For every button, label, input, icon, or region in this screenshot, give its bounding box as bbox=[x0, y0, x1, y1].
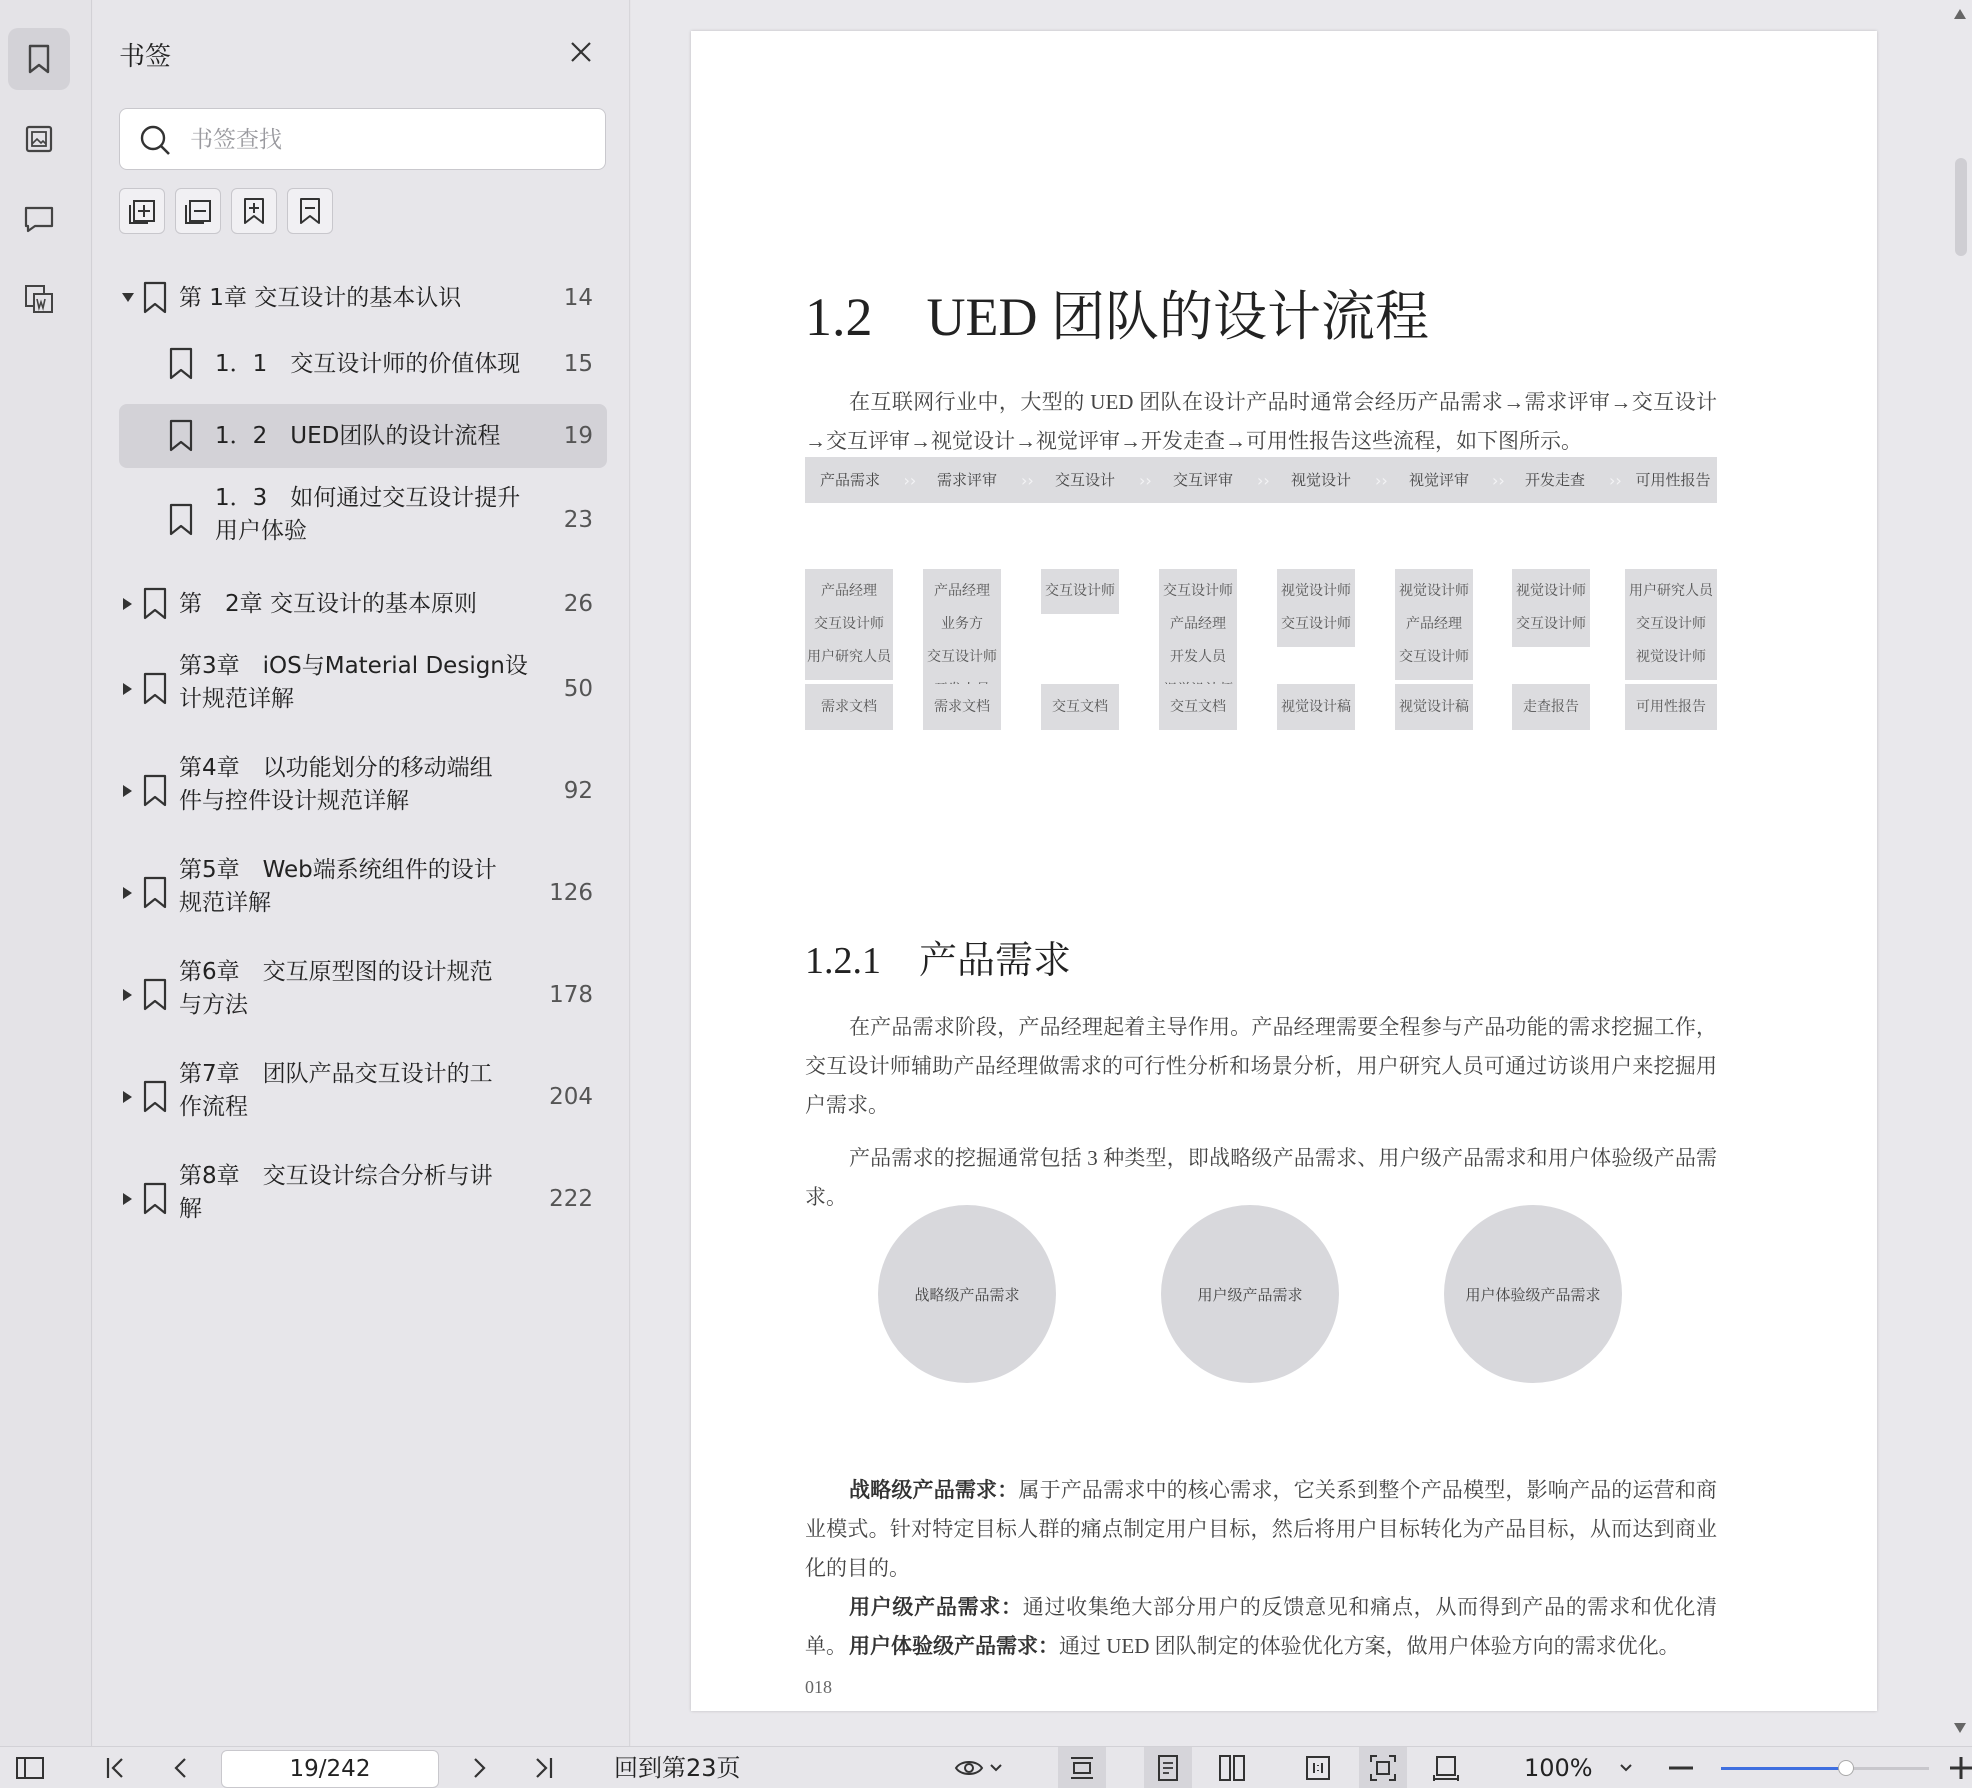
flow-role: 产品经理 bbox=[1170, 616, 1226, 632]
flow-stage: 视觉设计 bbox=[1290, 471, 1351, 489]
remove-bookmark-button[interactable] bbox=[287, 188, 333, 234]
flow-output: 视觉设计稿 bbox=[1395, 684, 1473, 730]
zoom-slider-handle[interactable] bbox=[1838, 1760, 1854, 1776]
bookmark-page-number: 126 bbox=[549, 880, 593, 906]
bookmark-icon bbox=[141, 1182, 169, 1220]
flow-stage: 可用性报告 bbox=[1635, 471, 1711, 489]
definition-2-term: 用户级产品需求： bbox=[849, 1595, 1023, 1619]
flow-role: 产品经理 bbox=[821, 583, 877, 599]
single-page-icon bbox=[1156, 1754, 1180, 1782]
bookmark-label: 1．2 UED团队的设计流程 bbox=[215, 422, 501, 449]
intro-paragraph: 在互联网行业中，大型的 UED 团队在设计产品时通常会经历产品需求→需求评审→交互设计→交互评审→视觉设计→视觉评审→开发走查→可用性报告这些流程，如下图所示。 bbox=[805, 390, 1717, 453]
bookmark-icon bbox=[141, 1080, 169, 1118]
zoom-level-text: 100% bbox=[1524, 1754, 1593, 1782]
first-page-icon bbox=[104, 1756, 126, 1780]
actual-size-icon bbox=[1304, 1754, 1332, 1782]
section-heading: 1.2 UED 团队的设计流程 bbox=[805, 287, 1429, 347]
flow-role: 交互设计师 bbox=[1399, 649, 1469, 665]
flow-stage-bar bbox=[805, 457, 1717, 503]
flow-stage: 交互评审 bbox=[1172, 471, 1233, 489]
flow-arrow: ›› bbox=[1609, 471, 1622, 490]
two-page-icon bbox=[1218, 1754, 1246, 1782]
chevron-down-icon bbox=[990, 1764, 1002, 1772]
next-page-button[interactable] bbox=[465, 1747, 495, 1788]
document-page bbox=[691, 31, 1877, 1711]
bookmark-page-number: 26 bbox=[563, 591, 593, 617]
definition-1 bbox=[805, 1471, 1717, 1588]
bookmark-label: 第5章 Web端系统组件的设计 规范详解 bbox=[179, 857, 497, 916]
bookmark-label: 第6章 交互原型图的设计规范 与方法 bbox=[179, 959, 493, 1018]
flow-arrow: ›› bbox=[1375, 471, 1388, 490]
bookmark-search-input[interactable] bbox=[190, 121, 590, 159]
bookmark-page-number: 19 bbox=[563, 423, 593, 449]
zoom-dropdown-arrow[interactable] bbox=[1614, 1747, 1638, 1788]
bookmark-label: 1．3 如何通过交互设计提升 用户体验 bbox=[215, 485, 521, 544]
flow-arrow: ›› bbox=[1021, 471, 1034, 490]
chevron-right-icon[interactable] bbox=[121, 886, 135, 900]
flow-role: 视觉设计师 bbox=[1281, 583, 1351, 599]
bookmark-icon bbox=[141, 672, 169, 710]
bookmark-page-number: 23 bbox=[563, 507, 593, 533]
flow-role: 交互设计师 bbox=[1636, 616, 1706, 632]
bookmark-icon bbox=[25, 43, 53, 75]
flow-stage: 需求评审 bbox=[936, 471, 997, 489]
fit-width-button[interactable] bbox=[1422, 1747, 1470, 1788]
bookmark-icon bbox=[141, 876, 169, 914]
flow-arrow: ›› bbox=[1139, 471, 1152, 490]
flow-role: 业务方 bbox=[941, 616, 983, 632]
bookmark-icon bbox=[141, 587, 169, 625]
image-icon bbox=[24, 124, 54, 154]
flow-role-box bbox=[1277, 569, 1355, 647]
flow-role-box bbox=[1625, 569, 1717, 680]
add-bookmark-icon bbox=[238, 195, 270, 227]
chevron-right-icon[interactable] bbox=[121, 1192, 135, 1206]
view-mode-dropdown[interactable] bbox=[950, 1747, 1006, 1788]
attachment-tab[interactable] bbox=[8, 268, 70, 330]
flow-role: 交互设计师 bbox=[814, 616, 884, 632]
flow-role: 交互设计师 bbox=[1281, 616, 1351, 632]
zoom-slider-fill bbox=[1721, 1767, 1846, 1770]
minus-icon bbox=[1669, 1766, 1693, 1770]
bookmark-page-number: 92 bbox=[563, 778, 593, 804]
eye-icon bbox=[954, 1758, 984, 1778]
first-page-button[interactable] bbox=[100, 1747, 130, 1788]
flow-stage: 视觉评审 bbox=[1408, 471, 1469, 489]
bookmark-page-number: 222 bbox=[549, 1186, 593, 1212]
bottom-toolbar bbox=[0, 1746, 1972, 1788]
add-bookmark-button[interactable] bbox=[231, 188, 277, 234]
chevron-down-icon bbox=[1620, 1764, 1632, 1772]
scroll-thumb[interactable] bbox=[1955, 158, 1967, 256]
bookmark-tab[interactable] bbox=[8, 28, 70, 90]
document-viewer[interactable] bbox=[631, 0, 1972, 1746]
flow-role: 视觉设计师 bbox=[1399, 583, 1469, 599]
bookmark-item[interactable] bbox=[119, 336, 607, 392]
bookmark-label: 第7章 团队产品交互设计的工 作流程 bbox=[179, 1061, 493, 1120]
continuous-scroll-button[interactable] bbox=[1058, 1747, 1106, 1788]
bookmark-label: 1．1 交互设计师的价值体现 bbox=[215, 350, 521, 377]
zoom-slider[interactable] bbox=[1721, 1767, 1929, 1770]
definition-2-text: 通过收集绝大部分用户的反馈意见和痛点，从而得到产品的需求和优化清单。 bbox=[805, 1595, 1718, 1658]
zoom-out-button[interactable] bbox=[1666, 1747, 1696, 1788]
bookmark-label: 第 2章 交互设计的基本原则 bbox=[179, 590, 477, 617]
flow-output: 交互文档 bbox=[1041, 684, 1119, 730]
fit-page-icon bbox=[1369, 1754, 1397, 1782]
collapse-all-button[interactable] bbox=[175, 188, 221, 234]
bookmark-page-number: 14 bbox=[563, 285, 593, 311]
close-panel-button[interactable] bbox=[565, 36, 597, 68]
bookmark-icon bbox=[167, 419, 195, 457]
flow-role: 交互设计师 bbox=[1045, 583, 1115, 599]
plus-icon bbox=[1950, 1757, 1972, 1779]
bookmark-label: 第4章 以功能划分的移动端组 件与控件设计规范详解 bbox=[179, 755, 493, 814]
bookmark-item[interactable] bbox=[119, 576, 607, 632]
bookmark-item[interactable] bbox=[119, 846, 607, 940]
paragraph-2: 产品需求的挖掘通常包括 3 种类型，即战略级产品需求、用户级产品需求和用户体验级产品需求。 bbox=[805, 1146, 1717, 1209]
bookmark-label: 第3章 iOS与Material Design设 计规范详解 bbox=[179, 653, 528, 712]
flow-role-box bbox=[805, 569, 893, 680]
chevron-left-icon bbox=[172, 1756, 188, 1780]
bookmark-item[interactable] bbox=[119, 642, 607, 736]
toggle-sidebar-button[interactable] bbox=[12, 1747, 48, 1788]
sidebar-rail bbox=[0, 0, 92, 1746]
flow-role: 产品经理 bbox=[934, 583, 990, 599]
bookmark-item[interactable] bbox=[119, 1152, 607, 1246]
panel-title: 书签 bbox=[119, 42, 172, 72]
fit-width-icon bbox=[1432, 1754, 1460, 1782]
flow-output: 视觉设计稿 bbox=[1277, 684, 1355, 730]
comment-icon bbox=[23, 204, 55, 234]
flow-role: 用户研究人员 bbox=[1629, 583, 1713, 599]
circle-user: 用户级产品需求 bbox=[1161, 1205, 1339, 1383]
fit-page-button[interactable] bbox=[1359, 1747, 1407, 1788]
scroll-up-icon bbox=[1953, 8, 1967, 20]
subsection-heading: 1.2.1 产品需求 bbox=[805, 940, 1072, 982]
bookmark-page-number: 50 bbox=[563, 676, 593, 702]
flow-role-box bbox=[1512, 569, 1590, 647]
bookmark-label: 第 1章 交互设计的基本认识 bbox=[179, 284, 462, 311]
bookmark-item[interactable] bbox=[119, 270, 607, 326]
definition-3 bbox=[805, 1627, 1717, 1666]
bookmark-icon bbox=[141, 281, 169, 319]
actual-size-button[interactable] bbox=[1294, 1747, 1342, 1788]
flow-role-box bbox=[1041, 569, 1119, 614]
circle-experience: 用户体验级产品需求 bbox=[1444, 1205, 1622, 1383]
bookmark-label: 第8章 交互设计综合分析与讲 解 bbox=[179, 1163, 493, 1222]
bookmark-item[interactable] bbox=[119, 1050, 607, 1144]
flow-role: 交互设计师 bbox=[1516, 616, 1586, 632]
flow-role: 视觉设计师 bbox=[1636, 649, 1706, 665]
two-page-button[interactable] bbox=[1208, 1747, 1256, 1788]
flow-stage: 开发走查 bbox=[1524, 471, 1585, 489]
definition-3-term: 用户体验级产品需求： bbox=[849, 1634, 1059, 1658]
expand-all-button[interactable] bbox=[119, 188, 165, 234]
flow-stage: 交互设计 bbox=[1054, 471, 1115, 489]
flow-role: 产品经理 bbox=[1406, 616, 1462, 632]
zoom-level-dropdown[interactable] bbox=[1524, 1747, 1593, 1788]
flow-role: 开发人员 bbox=[1170, 649, 1226, 665]
previous-page-button[interactable] bbox=[165, 1747, 195, 1788]
definition-3-text: 通过 UED 团队制定的体验优化方案，做用户体验方向的需求优化。 bbox=[1059, 1634, 1680, 1658]
chevron-right-icon[interactable] bbox=[121, 682, 135, 696]
flow-output: 可用性报告 bbox=[1625, 684, 1717, 730]
zoom-in-button[interactable] bbox=[1950, 1747, 1972, 1788]
search-icon bbox=[138, 123, 172, 157]
go-back-link[interactable]: 回到第23页 bbox=[614, 1754, 741, 1782]
flow-role: 用户研究人员 bbox=[807, 649, 891, 665]
bookmark-page-number: 204 bbox=[549, 1084, 593, 1110]
page-number: 018 bbox=[805, 1677, 832, 1697]
bookmark-page-number: 178 bbox=[549, 982, 593, 1008]
flow-output: 走查报告 bbox=[1512, 684, 1590, 730]
chevron-right-icon[interactable] bbox=[121, 597, 135, 611]
flow-role: 交互设计师 bbox=[927, 649, 997, 665]
flow-arrow: ›› bbox=[1257, 471, 1270, 490]
bookmark-icon bbox=[167, 503, 195, 541]
flow-role: 交互设计师 bbox=[1163, 583, 1233, 599]
last-page-icon bbox=[533, 1756, 555, 1780]
chevron-down-icon[interactable] bbox=[121, 291, 135, 305]
chevron-right-icon[interactable] bbox=[121, 784, 135, 798]
bookmark-item[interactable] bbox=[119, 948, 607, 1042]
flow-output: 交互文档 bbox=[1159, 684, 1237, 730]
definition-1-text: 属于产品需求中的核心需求，它关系到整个产品模型，影响产品的运营和商业模式。针对特定目标人群的痛点制定用户目标，然后将用户目标转化为产品目标，从而达到商业化的目的。 bbox=[805, 1478, 1718, 1580]
single-page-button[interactable] bbox=[1144, 1747, 1192, 1788]
scroll-down-icon bbox=[1953, 1722, 1967, 1734]
bookmark-item[interactable] bbox=[119, 404, 607, 468]
page-number-input[interactable]: 19/242 bbox=[221, 1750, 439, 1788]
vertical-scrollbar[interactable] bbox=[1946, 0, 1972, 1746]
chevron-right-icon[interactable] bbox=[121, 1090, 135, 1104]
bookmark-panel bbox=[93, 0, 630, 1746]
sidebar-icon bbox=[15, 1756, 45, 1780]
circle-strategic: 战略级产品需求 bbox=[878, 1205, 1056, 1383]
remove-bookmark-icon bbox=[294, 195, 326, 227]
flow-output: 需求文档 bbox=[923, 684, 1001, 730]
bookmark-item[interactable] bbox=[119, 474, 607, 566]
bookmark-item[interactable] bbox=[119, 744, 607, 838]
expand-icon bbox=[126, 195, 158, 227]
close-icon bbox=[569, 40, 593, 64]
bookmark-search bbox=[119, 108, 606, 170]
continuous-scroll-icon bbox=[1068, 1754, 1096, 1782]
bookmark-icon bbox=[141, 978, 169, 1016]
thumbnail-tab[interactable] bbox=[8, 108, 70, 170]
flow-role-box bbox=[1395, 569, 1473, 680]
collapse-icon bbox=[182, 195, 214, 227]
flow-stage: 产品需求 bbox=[819, 471, 880, 489]
comment-tab[interactable] bbox=[8, 188, 70, 250]
definition-1-term: 战略级产品需求： bbox=[849, 1478, 1019, 1502]
flow-output: 需求文档 bbox=[805, 684, 893, 730]
flow-arrow: ›› bbox=[1492, 471, 1505, 490]
bookmark-page-number: 15 bbox=[563, 351, 593, 377]
paragraph-1: 在产品需求阶段，产品经理起着主导作用。产品经理需要全程参与产品功能的需求挖掘工作，交互设计师辅助产品经理做需求的可行性分析和场景分析，用户研究人员可通过访谈用户来挖掘用户需求。 bbox=[805, 1015, 1717, 1117]
chevron-right-icon[interactable] bbox=[121, 988, 135, 1002]
flow-arrow: ›› bbox=[903, 471, 917, 490]
last-page-button[interactable] bbox=[529, 1747, 559, 1788]
chevron-right-icon bbox=[472, 1756, 488, 1780]
attachment-icon bbox=[22, 282, 56, 316]
flow-role: 视觉设计师 bbox=[1516, 583, 1586, 599]
bookmark-icon bbox=[141, 774, 169, 812]
bookmark-icon bbox=[167, 347, 195, 385]
